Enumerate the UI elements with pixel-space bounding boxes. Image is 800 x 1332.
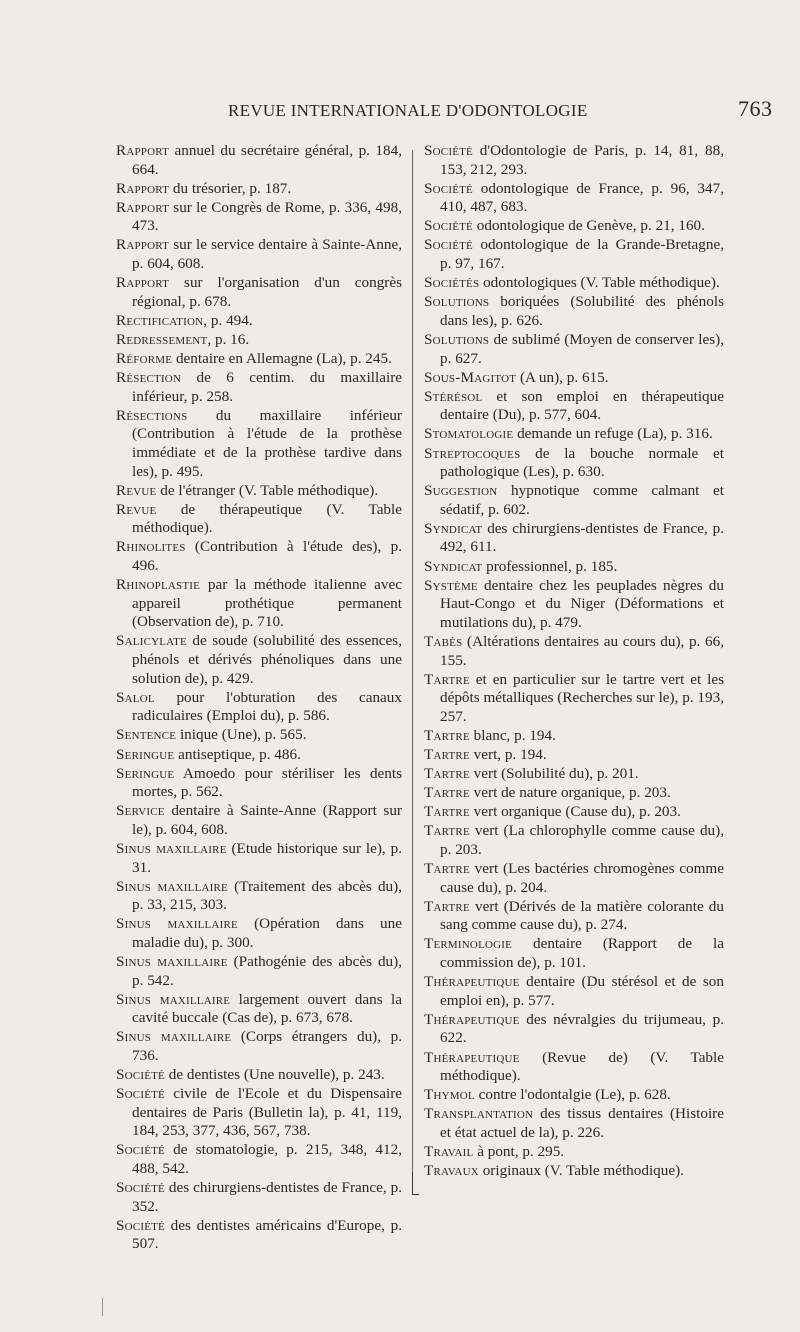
entry-heading: Rhinolites [116,538,186,556]
entry-text: des chirurgiens-dentistes de France, p. 352. [132,1179,402,1215]
entry-heading: Société [424,236,473,254]
entry-heading: Tartre [424,860,470,878]
entry-heading: Réforme [116,350,173,368]
running-head: REVUE INTERNATIONALE D'ODONTOLOGIE [228,101,588,120]
entry-heading: Sinus maxillaire [116,915,238,933]
entry-text: à pont, p. 295. [473,1142,565,1160]
entry-text: vert (Dérivés de la matière colorante du sang comme cause du), p. 274. [440,897,724,934]
entry-heading: Société [116,1179,165,1197]
entry-text: annuel du secrétaire général, p. 184, 664. [132,142,402,178]
column-end-bracket [412,1172,419,1195]
entry-heading: Sinus maxillaire [116,1028,232,1046]
entry-heading: Suggestion [424,482,498,500]
entry-text: (Etude historique sur le), p. 31. [132,839,402,876]
entry-text: des dentistes américains d'Europe, p. 507. [132,1216,402,1253]
entry-heading: Tartre [424,765,470,783]
entry-text: contre l'odontalgie (Le), p. 628. [474,1086,671,1104]
index-entry [424,1049,724,1086]
entry-heading: Salicylate [116,632,187,650]
index-entry [116,312,402,331]
entry-heading: Rapport [116,179,170,197]
index-entry [424,784,724,803]
entry-heading: Salol [116,688,155,706]
entry-heading: Rapport [116,236,170,254]
entry-text: blanc, p. 194. [469,726,556,744]
index-entry [424,577,724,633]
index-entry [116,1179,402,1216]
index-entry [424,217,724,236]
entry-text: demande un refuge (La), p. 316. [513,425,713,443]
entry-text: professionnel, p. 185. [482,557,618,575]
index-entry [424,1011,724,1048]
index-entry [424,1105,724,1142]
index-entry [424,274,724,293]
index-entry [116,802,402,839]
entry-heading: Société [116,1085,165,1103]
entry-text: dentaire chez les peuplades nègres du Haut-Congo et du Niger (Déformations et mutilations du), p. 479. [440,576,724,631]
index-entry [116,746,402,765]
index-entry [116,331,402,350]
entry-heading: Thérapeutique [424,1048,520,1066]
index-entry [116,501,402,538]
index-entry [424,293,724,330]
index-entry [116,840,402,877]
index-entry [116,689,402,726]
entry-heading: Solutions [424,293,490,311]
index-entry [424,671,724,727]
entry-heading: Rapport [116,274,170,292]
index-entry [116,369,402,406]
entry-heading: Travail [424,1142,474,1160]
entry-text: vert organique (Cause du), p. 203. [469,803,681,821]
entry-heading: Syndicat [424,519,483,537]
entry-heading: Société [424,142,473,159]
entry-text: d'Odontologie de Paris, p. 14, 81, 88, 153, 212, 293. [440,142,724,178]
entry-text: dentaire (Rapport de la commission de), p. 101. [440,935,724,972]
entry-heading: Tartre [424,803,470,821]
entry-heading: Tartre [424,897,470,915]
entry-text: de la bouche normale et pathologique (Les), p. 630. [440,444,724,481]
entry-heading: Rectification [116,311,204,329]
index-entry [424,727,724,746]
entry-heading: Rapport [116,198,170,216]
entry-text: vert de nature organique, p. 203. [469,784,671,802]
index-entry [116,274,402,311]
entry-text: , p. 16. [207,330,250,348]
entry-text: odontologique de France, p. 96, 347, 410, 487, 683. [440,179,724,216]
entry-heading: Revue [116,500,157,518]
column-divider [412,150,413,1195]
entry-heading: Sociétés [424,274,480,292]
index-entry [116,1085,402,1141]
entry-text: de dentistes (Une nouvelle), p. 243. [164,1066,385,1084]
index-entry [424,765,724,784]
entry-text: sur le service dentaire à Sainte-Anne, p. 604, 608. [132,236,402,273]
entry-heading: Service [116,802,165,820]
entry-text: civile de l'Ecole et du Dispensaire dentaires de Paris (Bulletin la), p. 41, 119, 184, 253, 377, 436, 567, 738. [132,1085,402,1140]
entry-heading: Tartre [424,822,470,840]
entry-text: des chirurgiens-dentistes de France, p. 492, 611. [440,519,724,556]
entry-heading: Tabès [424,632,463,650]
entry-heading: Société [116,1066,165,1084]
entry-text: (Corps étrangers du), p. 736. [132,1028,402,1064]
entry-heading: Stérésol [424,387,483,405]
entry-text: de soude (solubilité des essences, phénols et dérivés phénoliques dans une solution de), p. 429. [132,632,402,687]
entry-heading: Résections [116,406,188,424]
entry-text: (Contribution à l'étude des), p. 496. [132,538,402,575]
entry-text: Amoedo pour stériliser les dents mortes, p. 562. [132,764,402,801]
entry-heading: Tartre [424,726,470,744]
index-entry [424,236,724,273]
entry-text: hypnotique comme calmant et sédatif, p. 602. [440,482,724,518]
entry-heading: Streptocoques [424,444,521,462]
entry-heading: Syndicat [424,557,483,575]
index-entry [424,803,724,822]
entry-text: , p. 494. [203,311,253,329]
index-entry [424,520,724,557]
index-entry [116,632,402,688]
entry-text: des névralgies du trijumeau, p. 622. [440,1010,724,1047]
entry-heading: Thymol [424,1086,475,1104]
entry-heading: Société [116,1141,165,1159]
index-entry [116,1141,402,1178]
index-entry [116,142,402,179]
index-entry [116,953,402,990]
index-entry [424,369,724,388]
index-entry [424,425,724,444]
index-entry [116,765,402,802]
index-entry [116,915,402,952]
index-entry [116,1217,402,1254]
index-entry [424,388,724,425]
entry-heading: Revue [116,481,157,499]
entry-text: et son emploi en thérapeutique dentaire (Du), p. 577, 604. [440,387,724,424]
entry-text: de 6 centim. du maxillaire inférieur, p. 258. [132,369,402,405]
index-entry [116,482,402,501]
entry-heading: Sinus maxillaire [116,877,228,895]
entry-text: (Traitement des abcès du), p. 33, 215, 303. [132,877,402,914]
index-entry [424,558,724,577]
entry-heading: Société [116,1216,165,1234]
entry-heading: Thérapeutique [424,973,520,991]
entry-text: sur l'organisation d'un congrès régional, p. 678. [132,274,402,310]
entry-text: de thérapeutique (V. Table méthodique). [132,500,402,537]
entry-text: dentaire à Sainte-Anne (Rapport sur le), p. 604, 608. [132,802,402,838]
entry-text: (Opération dans une maladie du), p. 300. [132,915,402,951]
index-entry [424,142,724,179]
entry-heading: Terminologie [424,935,513,953]
index-entry [116,1066,402,1085]
entry-heading: Travaux [424,1162,479,1180]
index-entry [424,633,724,670]
entry-heading: Société [424,179,473,197]
entry-text: vert (Les bactéries chromogènes comme cause du), p. 204. [440,860,724,896]
entry-text: par la méthode italienne avec appareil prothétique permanent (Observation de), p. 710. [132,576,402,631]
entry-heading: Redressement [116,330,208,348]
entry-text: originaux (V. Table méthodique). [478,1162,684,1180]
entry-text: sur le Congrès de Rome, p. 336, 498, 473. [132,198,402,235]
entry-text: vert (La chlorophylle comme cause du), p. 203. [440,822,724,858]
entry-heading: Seringue [116,745,175,763]
entry-text: inique (Une), p. 565. [176,726,307,744]
entry-text: du trésorier, p. 187. [169,179,292,197]
index-entry [116,1028,402,1065]
entry-text: antiseptique, p. 486. [174,745,301,763]
index-entry [424,1162,724,1181]
entry-text: dentaire en Allemagne (La), p. 245. [172,350,392,368]
entry-heading: Société [424,217,473,235]
entry-text: de stomatologie, p. 215, 348, 412, 488, 542. [132,1141,402,1178]
entry-text: odontologique de Genève, p. 21, 160. [472,217,705,235]
entry-text: vert (Solubilité du), p. 201. [469,765,639,783]
index-entry [424,1143,724,1162]
index-entry [116,538,402,575]
entry-text: dentaire (Du stérésol et de son emploi en), p. 577. [440,973,724,1009]
index-entry [424,180,724,217]
entry-text: odontologiques (V. Table méthodique). [479,274,720,292]
index-entry [116,199,402,236]
index-entry [116,878,402,915]
right-column [424,142,724,1181]
entry-heading: Seringue [116,764,175,782]
index-entry [424,1086,724,1105]
entry-text: de l'étranger (V. Table méthodique). [156,481,379,499]
entry-heading: Rapport [116,142,170,159]
index-entry [116,180,402,199]
entry-heading: Tartre [424,746,470,763]
entry-text: (Pathogénie des abcès du), p. 542. [132,953,402,989]
entry-text: vert, p. 194. [469,746,547,763]
entry-text: boriquées (Solubilité des phénols dans les), p. 626. [440,293,724,329]
index-entry [424,860,724,897]
entry-text: (Altérations dentaires au cours du), p. 66, 155. [440,632,724,669]
index-entry [424,331,724,368]
index-entry [424,973,724,1010]
entry-heading: Sentence [116,726,177,744]
entry-heading: Transplantation [424,1105,534,1123]
entry-text: des tissus dentaires (Histoire et état actuel de la), p. 226. [440,1105,724,1141]
entry-heading: Stomatologie [424,425,514,443]
entry-text: odontologique de la Grande-Bretagne, p. 97, 167. [440,236,724,273]
index-entry [116,350,402,369]
margin-mark [102,1298,103,1316]
entry-heading: Thérapeutique [424,1010,520,1028]
entry-heading: Rhinoplastie [116,576,201,594]
entry-heading: Solutions [424,330,490,348]
index-entry [116,991,402,1028]
index-entry [424,445,724,482]
index-entry [116,236,402,273]
index-entry [424,822,724,859]
entry-heading: Sinus maxillaire [116,990,231,1008]
entry-heading: Sinus maxillaire [116,839,227,857]
page-number: 763 [738,96,773,121]
index-entry [424,746,724,765]
left-column [116,142,402,1255]
entry-heading: Tartre [424,784,470,802]
entry-heading: Tartre [424,670,470,688]
entry-text: et en particulier sur le tartre vert et les dépôts métalliques (Recherches sur le), p. 193, 257. [440,670,724,725]
index-entry [116,726,402,745]
index-entry [424,935,724,972]
entry-heading: Sinus maxillaire [116,953,228,971]
entry-text: du maxillaire inférieur (Contribution à l'étude de la prothèse immédiate et de la prothèse tardive dans les), p. 495. [132,406,402,480]
entry-text: (A un), p. 615. [516,368,609,386]
index-entry [424,898,724,935]
entry-text: (Revue de) (V. Table méthodique). [440,1048,724,1085]
entry-text: de sublimé (Moyen de conserver les), p. 627. [440,330,724,367]
entry-heading: Sous-Magitot [424,368,517,386]
index-entry [116,407,402,481]
entry-text: largement ouvert dans la cavité buccale (Cas de), p. 673, 678. [132,990,403,1027]
index-entry [116,576,402,632]
entry-text: pour l'obturation des canaux radiculaires (Emploi du), p. 586. [132,688,402,725]
entry-heading: Système [424,576,478,594]
entry-heading: Résection [116,369,182,387]
index-entry [424,482,724,519]
